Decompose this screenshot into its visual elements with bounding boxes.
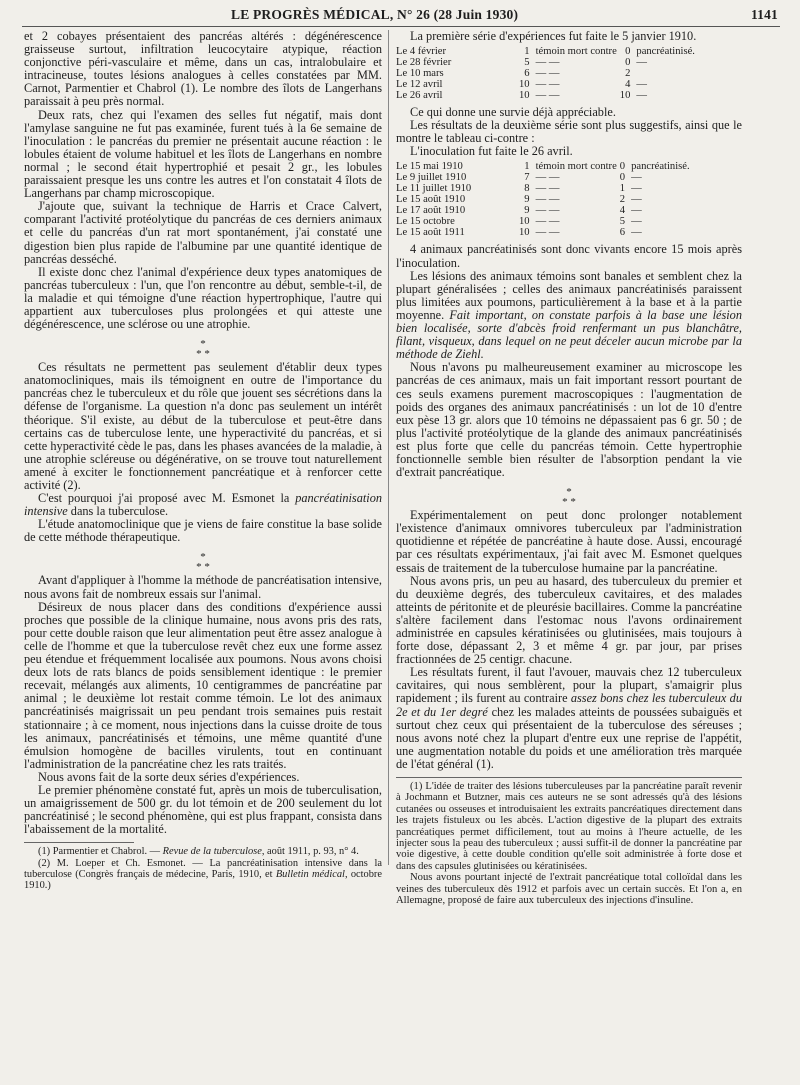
table-cell-mid: — — xyxy=(535,205,560,217)
footnote: (2) M. Loeper et Ch. Esmonet. — La pancréatinisation intensive dans la tuberculose (Congrès français de médecine, Paris, 1910, et Bulletin médical, octobre 1910.) xyxy=(24,857,383,892)
table-cell-mid: — — xyxy=(535,183,560,195)
table-cell-end xyxy=(636,68,698,79)
section-stars: * * * xyxy=(196,551,210,574)
table-cell-end: — xyxy=(636,57,647,69)
section-stars: * * * xyxy=(196,338,210,361)
table-row xyxy=(396,216,693,227)
table-cell-mid: — — xyxy=(535,172,560,184)
table-cell-mid: témoin mort contre xyxy=(535,46,617,58)
table-cell-mid: témoin mort contre xyxy=(535,161,617,173)
table-cell-mid: — — xyxy=(535,216,560,228)
paragraph: Les lésions des animaux témoins sont banales et semblent chez la plupart généralisées ; celles des animaux pancréatinisés paraissent plus limitées aux poumons, particulièrement à la base et à la partie moyenne. Fait important, on constate parfois à la base une lésion bien localisée, sorte d'abcès froid renfermant un pus blanchâtre, filant, visqueux, dans lequel on ne peut déceler aucun microbe par la méthode de Ziehl. xyxy=(396,268,742,362)
table-cell-t: 1 xyxy=(524,46,530,58)
table-cell-date: Le 28 février xyxy=(396,57,452,69)
table-cell-t: 10 xyxy=(519,90,530,102)
table-cell-date: Le 15 août 1910 xyxy=(396,194,466,206)
table-cell-t: 9 xyxy=(524,205,530,217)
footnote-rule xyxy=(396,777,742,778)
paragraph: Deux rats, chez qui l'examen des selles fut négatif, mais dont l'amylase sanguine ne fut pas examinée, furent tués à la 6e semaine de l'inoculation : le pancréas du premier ne présentait aucune réaction : le lobules étaient de volume habituel et les îlots de Langerhans en nombre normal ; le second était hypertrophié et pesait 2 gr., les lobules paraissaient presque les uns contre les autres et l'on constatait 4 îlots de Langerhans par champ microscopique. xyxy=(24,107,382,201)
table-cell-date: Le 26 avril xyxy=(396,90,443,102)
table-cell-p: 2 xyxy=(619,194,626,206)
paragraph: Nous avons fait de la sorte deux séries d'expériences. xyxy=(38,769,300,784)
column-separator xyxy=(388,30,389,865)
table-cell-p: 6 xyxy=(619,227,626,239)
header-rule xyxy=(22,26,780,27)
table-cell-end: — xyxy=(631,205,642,217)
table-cell-end: — xyxy=(631,216,642,228)
table-cell-end: — xyxy=(631,194,642,206)
table-cell-date: Le 4 février xyxy=(396,46,446,58)
paragraph: Le premier phénomène constaté fut, après un mois de tuberculisation, un amaigrissement de 500 gr. du lot témoin et de 200 seulement du lot pancréatinisé ; le second phénomène, qui est plus frappant, consista dans l'abaissement de la mortalité. xyxy=(24,782,382,837)
table-cell-t: 7 xyxy=(524,172,530,184)
table-cell-t: 10 xyxy=(519,79,530,91)
table-cell-p: 0 xyxy=(619,172,626,184)
table-cell-end: pancréatinisé. xyxy=(631,161,690,173)
table-cell-date: Le 11 juillet 1910 xyxy=(396,183,472,195)
table-cell-p: 4 xyxy=(619,205,626,217)
paragraph: La première série d'expériences fut faite le 5 janvier 1910. xyxy=(410,29,697,43)
table-cell-date: Le 17 août 1910 xyxy=(396,205,466,217)
table-cell-end: — xyxy=(636,90,647,102)
table-cell-p: 4 xyxy=(625,79,631,91)
table-cell-p: 1 xyxy=(619,183,626,195)
section-stars: * * * xyxy=(562,486,576,509)
table-row xyxy=(396,68,698,79)
paragraph: Désireux de nous placer dans des conditions d'expérience aussi proches que possible de la clinique humaine, nous avons pris des rats, pour cette double raison que leur alimentation peut être assez analogue à celle de l'homme et que la tuberculose revêt chez eux une forme assez peu étendue et fréquemment localisée aux poumons. Nous avons choisi deux lots de rats blancs de poids sensiblement identique : le premier recevait, mélangés aux aliments, 10 centigrammes de pancréatine par animal ; le deuxième lot restait comme témoin. Le lot des animaux pancréatinisés maigrissait un peu pendant trois semaines puis restait stationnaire ; à ce moment, nous injections dans la cuisse droite de tous les animaux, pancréatinisés et témoins, une même quantité d'une émulsion homogène de bacilles virulents, tout en continuant l'administration de la pancréatine chez les rats traités. xyxy=(24,599,382,771)
table-cell-end: — xyxy=(631,227,642,239)
table-cell-mid: — — xyxy=(535,68,560,80)
table-cell-mid: — — xyxy=(535,79,560,91)
footnote: (1) Parmentier et Chabrol. — Revue de la tuberculose, août 1911, p. 93, n° 4. xyxy=(38,846,359,858)
paragraph: Nous avons pris, un peu au hasard, des tuberculeux du premier et du deuxième degrés, des tuberculeux cavitaires, et des malades atteints de péritonite et de pleurésie bacillaires. Comme la pancréatine s'altère facilement dans l'estomac nous l'avons ordinairement administrée en capsules kératinisées ou glutinisées, mais toujours à forte dose, dépassant 2, 3 et même 4 gr. par jour, par prises fractionnées de 25 centigr. chacune. xyxy=(396,573,742,667)
table-cell-t: 6 xyxy=(524,68,530,80)
table-row xyxy=(396,194,693,205)
table-cell-date: Le 15 août 1911 xyxy=(396,227,465,239)
table-row xyxy=(396,183,693,194)
table-cell-date: Le 9 juillet 1910 xyxy=(396,172,467,184)
table-cell-t: 10 xyxy=(519,216,530,228)
paragraph: Ce qui donne une survie déjà appréciable. xyxy=(410,105,616,120)
table-cell-p: 0 xyxy=(625,57,631,69)
paragraph: Il existe donc chez l'animal d'expérience deux types anatomiques de pancréas tuberculeux : l'un, que l'on rencontre au début, semble-t-il, de la maladie et qui témoigne d'une réaction hypertrophique, l'autre qui appartient aux tuberculoses plus prolongées et qui atteste une dégénérescence, une sclérose ou une atrophie. xyxy=(24,264,382,332)
table-cell-end: — xyxy=(631,172,642,184)
table-row xyxy=(396,46,698,57)
table-cell-end: — xyxy=(636,79,647,91)
paragraph: Nous n'avons pu malheureusement examiner au microscope les pancréas de ces animaux, mais un fait important ressort pourtant de ces seuls examens purement macroscopiques : l'augmentation de poids des organes des animaux pancréatinisés : un lot de 10 d'entre eux pèse 13 gr. alors que 10 témoins ne dépassaient pas 6 gr. 50 ; de plus l'activité protéolytique de la glande des animaux pancréatinisés est plus forte que celle du pancréas témoin. Cette hypertrophie fonctionnelle semble bien résulter de l'absorption pendant la vie d'extrait pancréatique. xyxy=(396,360,742,480)
table-cell-date: Le 15 mai 1910 xyxy=(396,161,463,173)
table-row xyxy=(396,172,693,183)
table-cell-date: Le 10 mars xyxy=(396,68,444,80)
page-number: 1141 xyxy=(750,7,778,22)
paragraph: Ces résultats ne permettent pas seulement d'établir deux types anatomocliniques, mais ils témoignent en outre de l'importance du pancréas chez le tuberculeux et du rôle que jouent ses sécrétions dans la défense de l'organisme. La question n'a donc pas seulement un intérêt théorique. S'il existe, au début de la tuberculose et peut-être dans certains cas de tuberculose lente, une hyperactivité du pancréas, et si cette hyperactivité cède le pas, dans les phases avancées de la maladie, à une atrophie scléreuse ou dégénérative, on se trouve tout naturellement amené à exciter le fonctionnement pancréatique et à renforcer cette activité (2). xyxy=(24,360,382,492)
footnote: (1) L'idée de traiter des lésions tuberculeuses par la pancréatine paraît revenir à Jochmann et Butzner, mais ces auteurs ne se sont adressés qu'à des lésions cutanées ou osseuses et introduisaient les extraits pancréatiques directement dans les trajets fistuleux ou les abcès. L'action digestive de la plupart des extraits pancréatiques permet difficilement, tout au moins à l'heure actuelle, de les injecter sous la peau des tuberculeux ; aussi suffit-il de donner la pancréatine par voie digestive, à cette double condition qu'elle soit administrée à forte dose et dans des capsules glutinisées ou kératinisées. xyxy=(396,781,742,872)
paragraph: 4 animaux pancréatinisés sont donc vivants encore 15 mois après l'inoculation. xyxy=(396,242,742,270)
table-row xyxy=(396,90,698,101)
table-cell-mid: — — xyxy=(535,194,560,206)
table-cell-p: 2 xyxy=(625,68,631,80)
table-row xyxy=(396,205,693,216)
footnote-rule xyxy=(24,842,134,843)
table-row xyxy=(396,57,698,68)
table-cell-mid: — — xyxy=(535,90,560,102)
table-cell-p: 10 xyxy=(619,90,631,102)
paragraph: L'inoculation fut faite le 26 avril. xyxy=(410,144,573,159)
table-cell-date: Le 15 octobre xyxy=(396,216,455,228)
paragraph: Avant d'appliquer à l'homme la méthode de pancréatisation intensive, nous avons fait de nombreux essais sur l'animal. xyxy=(24,573,382,601)
paragraph: L'étude anatomoclinique que je viens de faire constitue la base solide de cette méthode thérapeutique. xyxy=(24,517,382,545)
left-column xyxy=(24,30,382,892)
paragraph: Les résultats de la deuxième série sont plus suggestifs, ainsi que le montre le tableau ci-contre : xyxy=(396,118,742,146)
paragraph: Les résultats furent, il faut l'avouer, mauvais chez 12 tuberculeux cavitaires, qui nous semblèrent, pour la plupart, s'amaigrir plus rapidement ; ils furent au contraire assez bons chez les tuberculeux du 2e et du 1er degré chez les malades atteints de poussées subaiguës et surtout chez ceux qui présentaient de la tuberculose des séreuses ; nous avons noté chez la plupart d'entre eux une reprise de l'appétit, une augmentation notable du poids et une amélioration très marquée de l'état général (1). xyxy=(396,665,743,771)
paragraph: Expérimentalement on peut donc prolonger notablement l'existence d'animaux omnivores tuberculeux par l'administration quotidienne et répétée de pancréatine à haute dose. Aussi, encouragé par ces résultats expérimentaux, j'ai fait avec M. Esmonet quelques essais de traitement de la tuberculose humaine par la pancréatine. xyxy=(396,508,742,575)
table-cell-t: 9 xyxy=(524,194,530,206)
right-column xyxy=(396,30,742,907)
table-cell-p: 5 xyxy=(619,216,626,228)
table-cell-t: 10 xyxy=(519,227,530,239)
footnote: Nous avons pourtant injecté de l'extrait pancréatique total colloïdal dans les veines des tuberculeux dès 1912 et parfois avec un certain succès. Et l'on a, en Allemagne, proposé de faire aux tuberculeux des injections d'insuline. xyxy=(396,872,742,907)
table-cell-mid: — — xyxy=(535,227,560,239)
experiment-table-1 xyxy=(396,46,698,101)
table-cell-p: 0 xyxy=(619,161,626,173)
table-cell-t: 1 xyxy=(524,161,530,173)
paragraph: J'ajoute que, suivant la technique de Harris et Crace Calvert, comparant l'activité protéolytique du pancréas de ces derniers animaux et celle du pancréas d'un rat mort spontanément, j'ai constaté une digestion bien plus rapide de l'albumine par une quantité identique de pancréas desséché. xyxy=(24,199,382,266)
table-cell-mid: — — xyxy=(535,57,560,69)
experiment-table-2 xyxy=(396,161,693,238)
paragraph: et 2 cobayes présentaient des pancréas altérés : dégénérescence graisseuse surtout, infiltration leucocytaire atypique, réaction conjonctive péri-vasculaire et même, dans un cas, intralobulaire et intracineuse, toutes lésions analogues à celles constatées par MM. Carnot, Parmentier et Chabrol (1). Le nombre des îlots de Langerhans paraissait à peu près normal. xyxy=(24,29,382,109)
table-cell-t: 5 xyxy=(524,57,530,69)
table-cell-p: 0 xyxy=(625,46,631,58)
table-cell-end: — xyxy=(631,183,642,195)
table-row xyxy=(396,227,693,238)
table-cell-date: Le 12 avril xyxy=(396,79,443,91)
table-row xyxy=(396,161,693,172)
table-cell-end: pancréatinisé. xyxy=(636,46,695,58)
table-cell-t: 8 xyxy=(524,183,530,195)
page-header xyxy=(26,7,778,25)
paragraph: C'est pourquoi j'ai proposé avec M. Esmonet la pancréatinisation intensive dans la tuberculose. xyxy=(24,491,382,519)
table-row xyxy=(396,79,698,90)
running-title: LE PROGRÈS MÉDICAL, N° 26 (28 Juin 1930) xyxy=(231,7,519,22)
